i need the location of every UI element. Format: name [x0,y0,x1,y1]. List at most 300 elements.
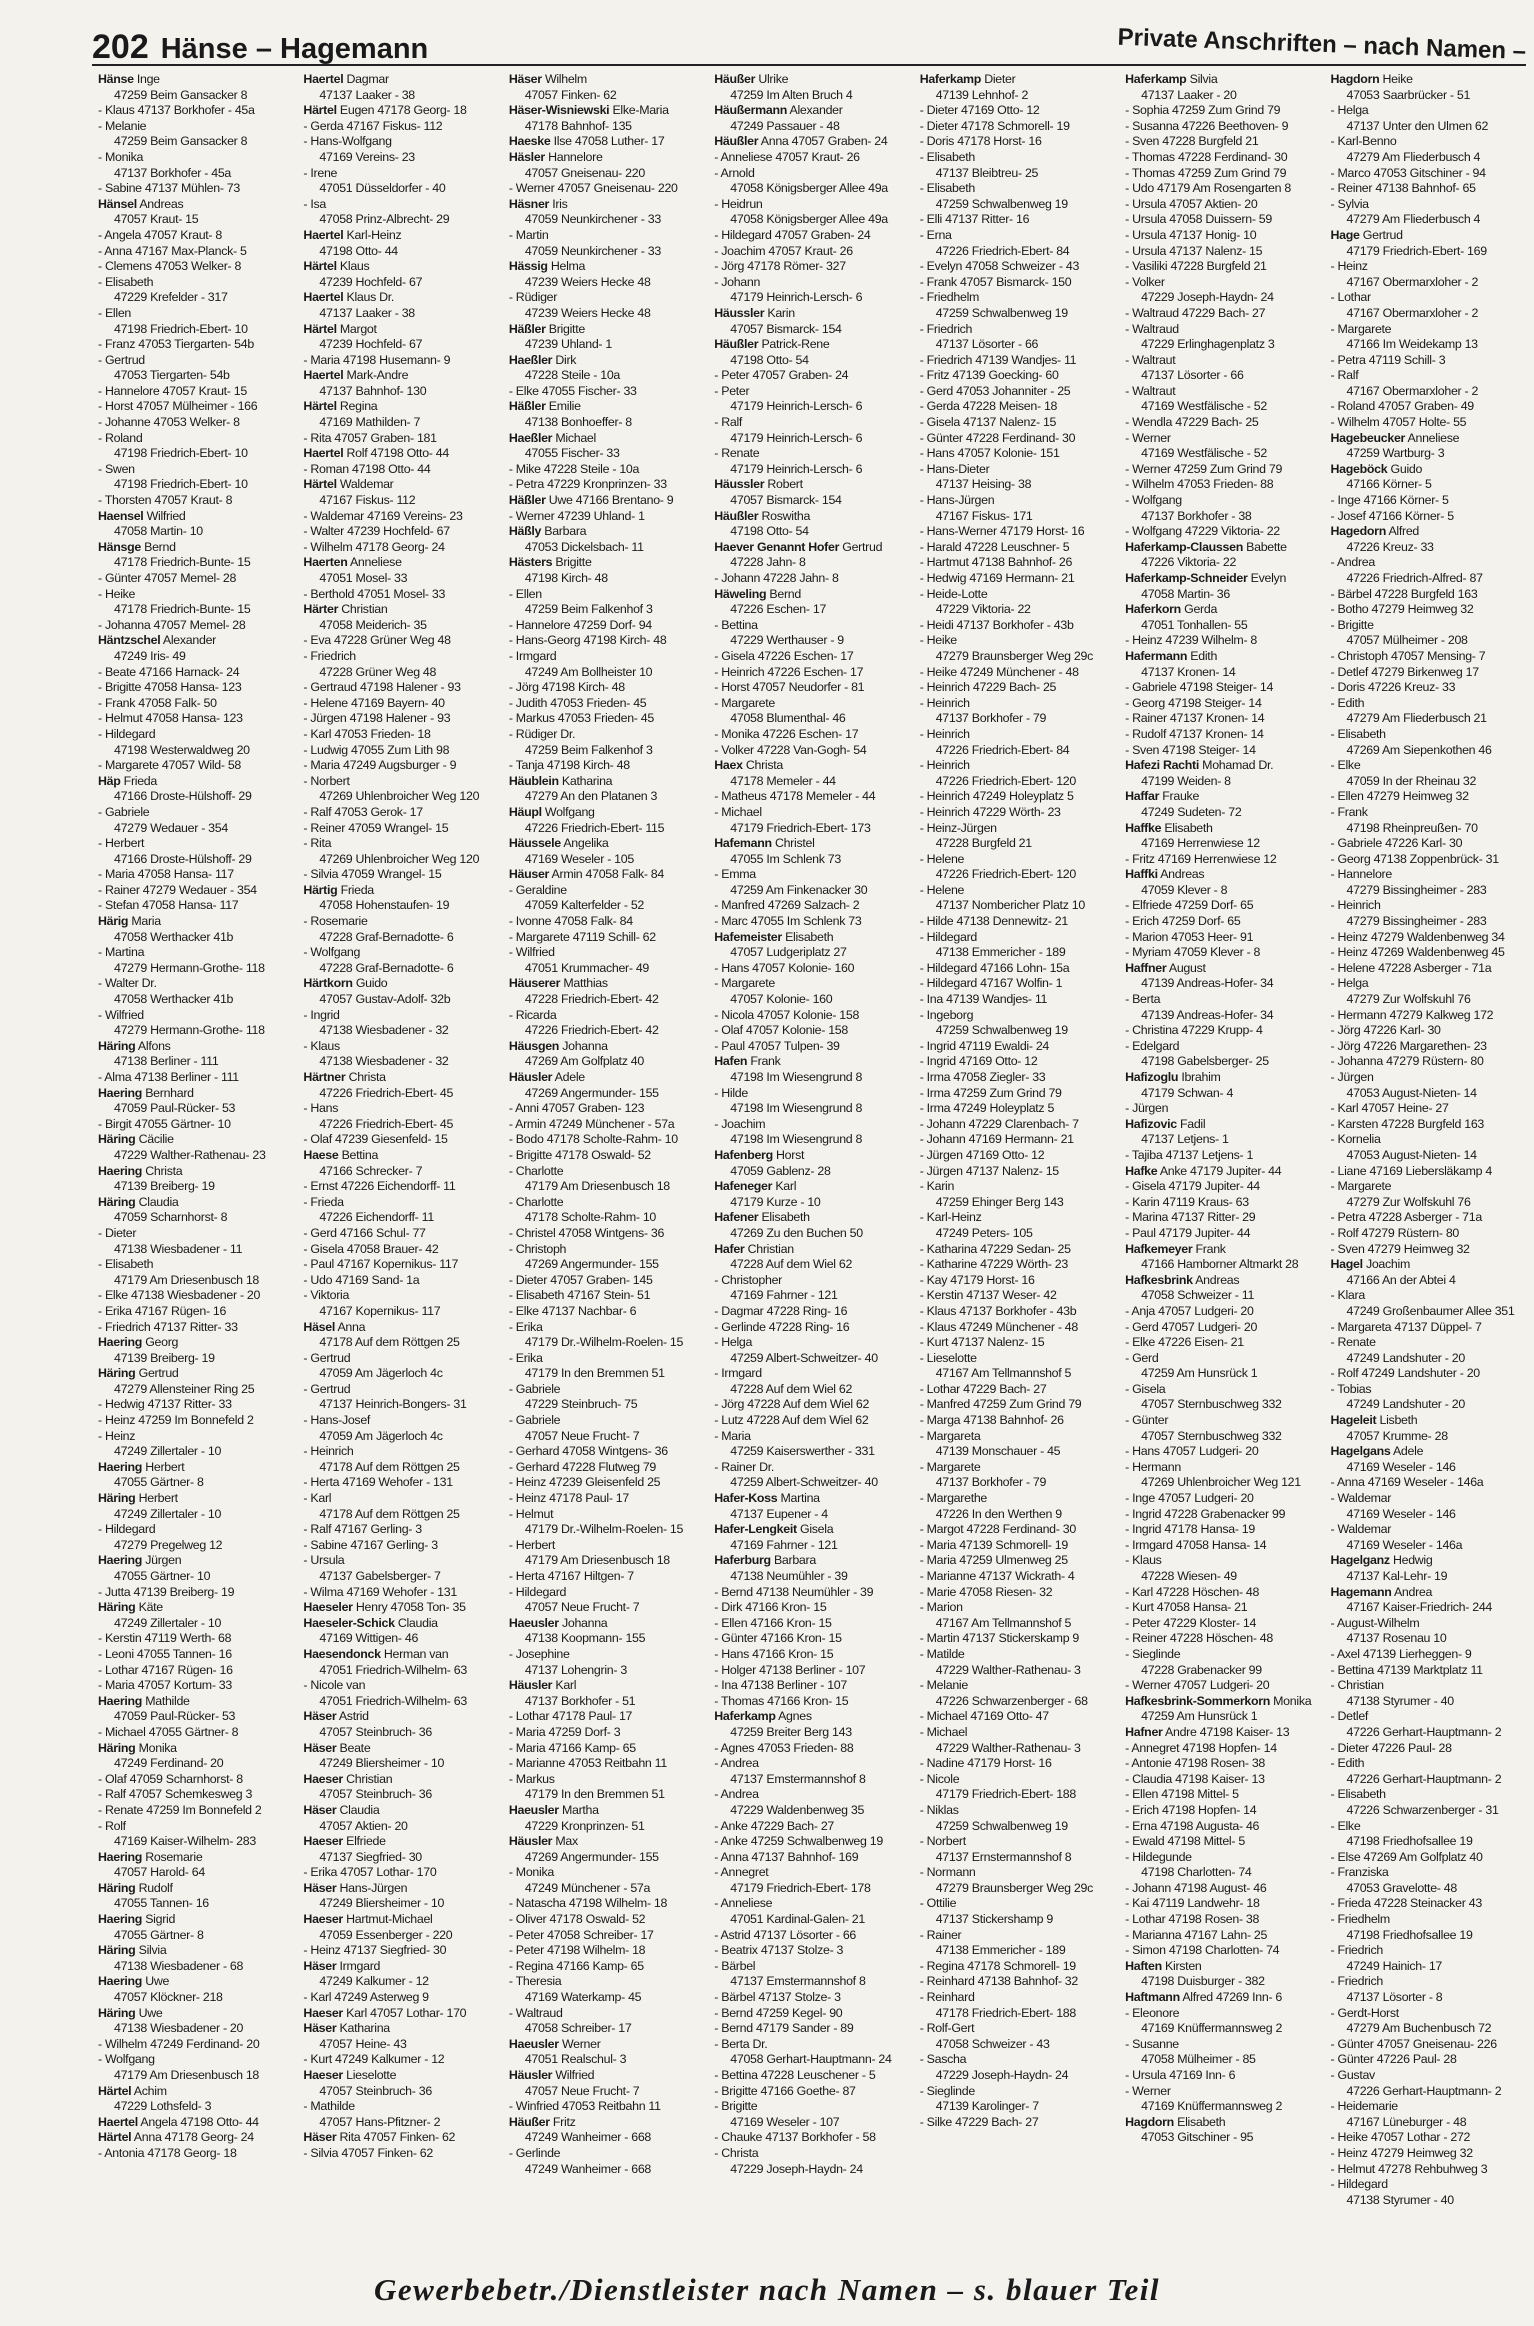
address-line: 47169 Weseler - 146 [1346,1506,1456,1521]
page-name-range: Hänse – Hagemann [160,33,429,65]
address-line: 47228 Auf dem Wiel 62 [730,1381,853,1396]
given-name: Achim [133,2083,167,2098]
sub-entry: - Hildegard 47166 Lohn- 15a [919,960,1070,975]
sub-entry: - Sylvia [1330,196,1369,211]
sub-entry: - Ralf [714,415,743,430]
name-entry [1125,1070,1322,1086]
address-line: 47228 Grabenacker 99 [1141,1662,1262,1677]
sub-entry: - Charlotte [508,1163,564,1178]
address-line: 47259 Am Finkenacker 30 [730,882,868,897]
given-name: Astrid [338,1709,369,1724]
given-name: Agnes [778,1709,812,1724]
address-line: 47226 Friedrich-Ebert- 84 [935,243,1070,258]
sub-entry: - Martina [98,945,145,960]
sub-entry: - Edith [1330,1756,1365,1771]
sub-entry: - Erich 47259 Dorf- 65 [1125,914,1241,929]
sub-entry: - Kay 47179 Horst- 16 [919,1272,1035,1287]
given-name: Elisabeth [1177,2114,1226,2129]
surname: Häsler [508,149,545,164]
given-name: Ilse 47058 Luther- 17 [553,134,665,149]
sub-entry: - Herbert [98,836,145,851]
given-name: Uwe [138,2005,163,2020]
surname: Häser [303,2130,337,2145]
address-line: 47198 Friedhofsallee 19 [1346,1834,1473,1849]
surname: Häser [303,2021,337,2036]
sub-entry: - Regina 47166 Kamp- 65 [508,1958,644,1973]
given-name: Mathilde [145,1693,190,1708]
given-name: Gisela [799,1522,834,1537]
surname: Hafer-Koss [714,1491,778,1506]
given-name: Andre 47198 Kaiser- 13 [1165,1724,1290,1739]
address-line: 47259 Am Hunsrück 1 [1141,1366,1258,1381]
sub-entry: - Normann [919,1865,976,1880]
given-name: Evelyn [1250,571,1287,585]
surname: Häser [303,1880,337,1895]
name-entry [303,602,500,618]
surname: Häusler [508,1678,553,1693]
address-line: 47137 Borkhofer - 45a [114,165,232,180]
surname: Haffke [1125,820,1162,835]
sub-entry: - Birgit 47055 Gärtner- 10 [98,1116,231,1131]
sub-entry: - Friedrich [1330,1974,1383,1989]
name-entry [714,1242,911,1258]
surname: Häupl [508,804,542,819]
given-name: Martha [561,1802,599,1817]
surname: Härtig [303,882,338,897]
name-entry [303,1772,500,1788]
sub-entry: - Peter 47058 Schreiber- 17 [508,1927,654,1942]
name-entry [509,867,706,883]
sub-entry: - Heinz [1330,259,1368,274]
address-line: 47058 Meiderich- 35 [319,617,427,632]
address-line: 47053 Tiergarten- 54b [114,368,230,383]
sub-entry: - Gabriele 47226 Karl- 30 [1330,836,1463,851]
sub-entry: - Heinz 47137 Siegfried- 30 [303,1943,447,1958]
given-name: Michael [555,430,596,445]
sub-entry: - Winfried 47053 Reitbahn 11 [508,2099,661,2114]
address-line: 47249 Zillertaler - 10 [114,1615,222,1630]
address-line: 47228 Wiesen- 49 [1141,1569,1237,1583]
sub-entry: - Jürgen [1330,1070,1374,1084]
name-entry [509,72,706,88]
name-entry [920,72,1117,88]
sub-entry: - Ingeborg [919,1007,974,1022]
address-line: 47239 Hochfeld- 67 [319,337,423,352]
surname: Häuser [508,867,550,882]
name-entry [303,1912,500,1928]
name-entry [714,836,911,852]
sub-entry: - Hedwig 47169 Hermann- 21 [919,571,1075,585]
address-line: 47249 Sudeten- 72 [1141,804,1242,819]
sub-entry: - Nicole van [303,1678,366,1693]
surname: Häßler [508,493,546,508]
name-entry [1125,758,1322,774]
directory-column [714,72,911,2260]
name-entry [303,976,500,992]
sub-entry: - Heike [98,586,136,601]
name-entry [303,290,500,306]
sub-entry: - Elisabeth [98,274,154,289]
address-line: 47229 Walther-Rathenau- 23 [114,1147,266,1162]
sub-entry: - Elisabeth [919,149,975,164]
sub-entry: - Liane 47169 Liebersläkamp 4 [1330,1163,1492,1178]
address-line: 47198 Otto- 54 [730,524,809,539]
name-entry [303,2021,500,2037]
sub-entry: - Renate 47259 Im Bonnefeld 2 [98,1802,262,1817]
surname: Haeusler [508,2036,559,2051]
sub-entry: - Gabriele [508,1381,561,1396]
given-name: Alexander [789,103,843,118]
address-line: 47137 Laaker - 20 [1141,87,1237,102]
sub-entry: - Ewald 47198 Mittel- 5 [1125,1834,1245,1849]
surname: Häser [508,72,542,86]
address-line: 47279 Am Fliederbusch 4 [1346,149,1481,164]
given-name: Johanna [562,1038,608,1053]
sub-entry: - Josephine [508,1646,570,1661]
sub-entry: - Erika 47057 Lothar- 170 [303,1865,437,1880]
address-line: 47138 Berliner - 111 [114,1054,219,1069]
name-entry [1331,72,1528,88]
sub-entry: - Reinhard 47138 Bahnhof- 32 [919,1974,1078,1989]
given-name: Rolf 47198 Otto- 44 [346,446,449,461]
sub-entry: - Günter 47166 Kron- 15 [714,1631,842,1646]
sub-entry: - Matheus 47178 Memeler - 44 [714,789,876,804]
address-line: 47178 Auf dem Röttgen 25 [319,1459,460,1474]
sub-entry: - Edith [1330,695,1365,710]
sub-entry: - Lothar 47167 Rügen- 16 [98,1662,233,1677]
sub-entry: - Heinrich [919,758,970,773]
sub-entry: - Gerd 47057 Ludgeri- 20 [1125,1319,1258,1334]
given-name: Gerda [1184,602,1218,617]
sub-entry: - Erich 47198 Hopfen- 14 [1125,1802,1257,1817]
name-entry [1125,649,1322,665]
name-entry [714,1179,911,1195]
address-line: 47178 Bahnhof- 135 [524,118,632,133]
sub-entry: - Antonia 47178 Georg- 18 [98,2145,237,2160]
sub-entry: - Berthold 47051 Mosel- 33 [303,586,446,601]
sub-entry: - Anna 47169 Weseler - 146a [1330,1475,1484,1490]
sub-entry: - Clemens 47053 Welker- 8 [98,259,242,274]
sub-entry: - Evelyn 47058 Schweizer - 43 [919,259,1080,274]
given-name: Horst [776,1147,805,1162]
given-name: Bernhard [145,1085,194,1100]
address-line: 47259 Beim Falkenhof 3 [524,742,653,757]
address-line: 47055 Gärtner- 8 [114,1927,204,1942]
sub-entry: - Gisela [1125,1381,1166,1396]
sub-entry: - Andrea [714,1756,759,1771]
name-entry [509,103,706,119]
sub-entry: - Mike 47228 Steile - 10a [508,461,640,476]
sub-entry: - Gertraud 47198 Halener - 93 [303,680,461,695]
name-entry [98,197,295,213]
sub-entry: - Hans-Jürgen [919,493,995,508]
address-line: 47249 Ferdinand- 20 [114,1756,224,1771]
name-entry [303,2006,500,2022]
sub-entry: - Helene [919,851,965,866]
address-line: 47059 In der Rheinau 32 [1346,773,1477,788]
name-entry [509,555,706,571]
surname: Hässig [508,259,548,274]
sub-entry: - Maria 47259 Ulmenweg 25 [919,1553,1068,1568]
address-line: 47057 Heine- 43 [319,2036,407,2051]
surname: Häring [98,1740,136,1755]
address-line: 47138 Koopmann- 155 [524,1631,646,1646]
surname: Hafer-Lengkeit [714,1522,797,1537]
name-entry [714,587,911,603]
sub-entry: - Harald 47228 Leuschner- 5 [919,539,1070,554]
sub-entry: - Christoph 47057 Mensing- 7 [1330,648,1486,663]
sub-entry: - Ina 47138 Berliner - 107 [714,1678,847,1693]
sub-entry: - Klara [1330,1288,1365,1303]
sub-entry: - Wolfgang 47229 Viktoria- 22 [1125,524,1280,539]
sub-entry: - Margarete [714,976,776,991]
sub-entry: - Berta Dr. [714,2036,768,2051]
surname: Haering [98,1335,143,1350]
address-line: 47053 Saarbrücker - 51 [1346,87,1471,102]
sub-entry: - Wilfried [508,945,555,960]
surname: Haeseler [303,1600,353,1615]
surname: Häußler [714,134,759,149]
sub-entry: - Melanie [98,118,147,133]
given-name: Rita 47057 Finken- 62 [339,2130,456,2145]
sub-entry: - Margarete [714,695,776,710]
name-entry [303,322,500,338]
sub-entry: - Hans-Dieter [919,461,990,476]
address-line: 47137 Siegfried- 30 [319,1849,422,1864]
sub-entry: - Gerlinde 47228 Ring- 16 [714,1319,850,1334]
address-line: 47138 Wiesbadener - 11 [114,1241,243,1256]
given-name: Andrea [1393,1584,1433,1599]
address-line: 47259 Schwalbenweg 19 [935,196,1068,211]
name-entry [303,103,500,119]
surname: Härter [303,602,339,617]
sub-entry: - Thomas 47259 Zum Grind 79 [1125,165,1287,180]
sub-entry: - Reiner 47138 Bahnhof- 65 [1330,181,1476,196]
address-line: 47055 Tannen- 16 [114,1896,209,1911]
address-line: 47169 Weseler - 146 [1346,1459,1456,1474]
given-name: Eugen 47178 Georg- 18 [339,103,467,118]
name-entry [1125,1959,1322,1975]
address-line: 47058 Mülheimer - 85 [1141,2052,1256,2067]
surname: Haferkamp-Schneider [1125,571,1248,585]
sub-entry: - Maria 47139 Schmorell- 19 [919,1537,1068,1552]
sub-entry: - Hannelore 47057 Kraut- 15 [98,383,247,398]
sub-entry: - Christel 47058 Wintgens- 36 [508,1225,665,1240]
surname: Häussele [508,836,561,851]
address-line: 47057 Steinbruch- 36 [319,2083,432,2098]
sub-entry: - Hans 47057 Kolonie- 151 [919,446,1060,461]
sub-entry: - Inge 47057 Ludgeri- 20 [1125,1491,1254,1506]
sub-entry: - Reiner 47059 Wrangel- 15 [303,820,449,835]
address-line: 47249 Hainich- 17 [1346,1958,1443,1973]
surname: Häusler [508,2068,553,2082]
surname: Häser [303,1958,337,1973]
name-entry [509,1070,706,1086]
sub-entry: - Elisabeth [1330,1787,1386,1802]
address-line: 47259 Beim Falkenhof 3 [524,602,653,617]
sub-entry: - Maria [714,1428,751,1443]
given-name: Elfriede [346,1834,386,1849]
sub-entry: - Margareta [919,1428,981,1443]
sub-entry: - Hildegunde [1125,1849,1192,1864]
sub-entry: - Gisela 47179 Jupiter- 44 [1125,1179,1260,1194]
name-entry [509,259,706,275]
sub-entry: - Roland [98,430,143,445]
given-name: Regina [339,399,378,414]
surname: Häring [98,1943,136,1958]
sub-entry: - Markus 47053 Frieden- 45 [508,711,654,726]
address-line: 47137 Ernstermannshof 8 [935,1849,1072,1864]
sub-entry: - Armin 47249 Münchener - 57a [508,1116,675,1131]
address-line: 47137 Lohengrin- 3 [524,1662,627,1677]
surname: Haeusler [508,1615,559,1630]
given-name: Anna [337,1319,366,1334]
sub-entry: - Anke 47259 Schwalbenweg 19 [714,1834,883,1849]
address-line: 47057 Bismarck- 154 [730,493,842,508]
address-line: 47137 Rosenau 10 [1346,1631,1447,1646]
address-line: 47051 Kardinal-Galen- 21 [730,1912,865,1927]
surname: Haeser [303,1834,343,1849]
given-name: Herman van [383,1646,449,1661]
address-line: 47259 Beim Gansacker 8 [114,87,248,102]
address-line: 47179 In den Bremmen 51 [524,1787,665,1802]
sub-entry: - Johann 47198 August- 46 [1125,1880,1267,1895]
surname: Haertel [303,446,344,461]
name-entry [303,883,500,899]
name-entry [303,399,500,415]
name-entry [303,1881,500,1897]
address-line: 47259 Albert-Schweitzer- 40 [730,1350,878,1365]
surname: Haertel [303,290,344,305]
surname: Hage [1330,227,1360,242]
address-line: 47059 Scharnhorst- 8 [114,1210,228,1225]
name-entry [1125,571,1322,587]
surname: Hagdorn [1330,72,1380,86]
given-name: Käte [138,1600,163,1615]
sub-entry: - Simon 47198 Charlotten- 74 [1125,1943,1280,1958]
address-line: 47179 Am Driesenbusch 18 [114,2068,260,2082]
given-name: Alfred [1388,524,1420,539]
address-line: 47055 Im Schlenk 73 [730,851,841,866]
sub-entry: - Heinz 47279 Waldenbenweg 34 [1330,929,1505,944]
address-line: 47053 August-Nieten- 14 [1346,1085,1477,1100]
name-entry [98,1164,295,1180]
given-name: Fritz [552,2114,576,2129]
sub-entry: - Horst 47057 Mülheimer - 166 [98,399,258,414]
name-entry [98,2115,295,2131]
sub-entry: - Elisabeth [919,181,975,196]
address-line: 47057 Kolonie- 160 [730,992,833,1007]
given-name: Klaus [339,259,370,274]
sub-entry: - Lothar 47198 Rosen- 38 [1125,1912,1260,1927]
sub-entry: - Ernst 47226 Eichendorff- 11 [303,1179,456,1194]
sub-entry: - Heike 47249 Münchener - 48 [919,664,1079,679]
address-line: 47178 Memeler - 44 [730,773,836,788]
address-line: 47179 Heinrich-Lersch- 6 [730,399,863,414]
given-name: Angela 47198 Otto- 44 [140,2114,259,2129]
sub-entry: - Wilhelm 47178 Georg- 24 [303,539,445,554]
address-line: 47229 Walther-Rathenau- 3 [935,1740,1081,1755]
surname: Haeseler-Schick [303,1615,395,1630]
surname: Hagelgans [1330,1444,1391,1459]
name-entry [303,1834,500,1850]
name-entry [714,134,911,150]
sub-entry: - Kerstin 47137 Weser- 42 [919,1288,1057,1303]
name-entry [1331,1413,1528,1429]
given-name: Johanna [561,1615,608,1630]
surname: Häußler [714,508,759,523]
address-line: 47138 Styrumer - 40 [1346,2192,1454,2207]
sub-entry: - Heike [919,633,957,648]
sub-entry: - Ellen 47166 Kron- 15 [714,1615,832,1630]
given-name: Christa [348,1070,386,1084]
sub-entry: - Heike 47057 Lothar - 272 [1330,2130,1471,2145]
sub-entry: - Margarethe [919,1491,988,1506]
address-line: 47179 Heinrich-Lersch- 6 [730,430,863,445]
surname: Haeßler [508,352,553,367]
address-line: 47228 Steile - 10a [524,368,621,383]
sub-entry: - Monika 47226 Eschen- 17 [714,726,859,741]
surname: Häser [303,1709,337,1724]
given-name: Waldemar [339,477,394,492]
given-name: Elke-Maria [612,103,669,118]
sub-entry: - Heinrich [1330,898,1381,913]
sub-entry: - Frank 47058 Falk- 50 [98,695,217,710]
sub-entry: - Johann 47228 Jahn- 8 [714,571,839,585]
sub-entry: - Elke 47138 Wiesbadener - 20 [98,1288,261,1303]
sub-entry: - Stefan 47058 Hansa- 117 [98,898,239,913]
name-entry [714,306,911,322]
sub-entry: - Johann [714,274,761,289]
given-name: Elisabeth [761,1210,810,1225]
sub-entry: - Fritz 47169 Herrenwiese 12 [1125,851,1277,866]
address-line: 47229 Steinbruch- 75 [524,1397,638,1412]
address-line: 47259 Ehinger Berg 143 [935,1194,1064,1209]
directory-columns [98,72,1528,2260]
sub-entry: - Klaus 47137 Borkhofer - 43b [919,1303,1077,1318]
sub-entry: - Ricarda [508,1007,557,1022]
given-name: Bernd [769,586,801,601]
address-line: 47137 Kal-Lehr- 19 [1346,1569,1448,1583]
name-entry [1125,961,1322,977]
sub-entry: - Heinz 47269 Waldenbenweg 45 [1330,945,1505,960]
sub-entry: - Manfred 47259 Zum Grind 79 [919,1397,1082,1412]
sub-entry: - Nicole [919,1771,960,1786]
sub-entry: - Irma 47249 Holeyplatz 5 [919,1101,1055,1116]
sub-entry: - Hildegard 47057 Graben- 24 [714,227,871,242]
sub-entry: - Dieter 47226 Paul- 28 [1330,1740,1452,1755]
sub-entry: - Irmgard [508,648,557,663]
name-entry [509,774,706,790]
address-line: 47249 Landshuter - 20 [1346,1350,1465,1365]
name-entry [1331,524,1528,540]
given-name: Christian [341,602,388,617]
sub-entry: - Hartmut 47138 Bahnhof- 26 [919,555,1073,570]
surname: Hafke [1125,1163,1158,1178]
sub-entry: - Gisela 47226 Eschen- 17 [714,648,854,663]
given-name: Bettina [341,1147,379,1162]
address-line: 47179 Kurze - 10 [730,1194,821,1209]
given-name: Claudia [339,1802,380,1817]
name-entry [303,228,500,244]
address-line: 47169 Westfälische - 52 [1141,399,1267,414]
sub-entry: - Gerda 47167 Fiskus- 112 [303,118,443,133]
sub-entry: - Friedrich [919,321,973,336]
sub-entry: - Jörg 47178 Römer- 327 [714,259,846,274]
given-name: Karl-Heinz [346,227,402,242]
sub-entry: - Wilhelm 47057 Holte- 55 [1330,415,1467,430]
name-entry [714,1522,911,1538]
